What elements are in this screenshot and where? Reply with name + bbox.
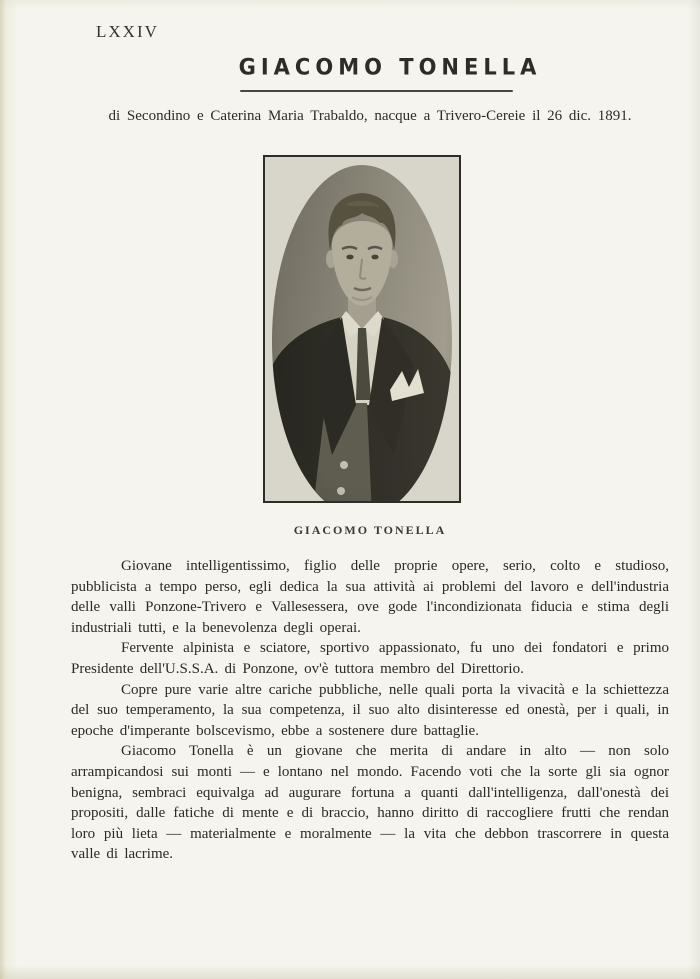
- photo-caption: GIACOMO TONELLA: [293, 523, 447, 537]
- paragraph-2: Fervente alpinista e sciatore, sportivo appassionato, fu uno dei fondatori e primo Presidente dell'U.S.S.A. di Ponzone, ov'è tuttora membro del Direttorio.: [71, 640, 669, 677]
- page-number: LXXIV: [96, 22, 159, 41]
- biography-text: [71, 556, 669, 865]
- portrait-oval: [272, 165, 452, 503]
- paragraph-3: Copre pure varie altre cariche pubbliche, nelle quali porta la vivacità e la schiettezza del suo temperamento, la sua competenza, il suo alto disinteresse ed onestà, per i quali, in epoche d'imperante bolscevismo, ebbe a sostenere dure battaglie.: [71, 681, 669, 739]
- portrait-photo: [263, 155, 461, 503]
- birth-line: di Secondino e Caterina Maria Trabaldo, nacque a Trivero-Cereie il 26 dic. 1891.: [108, 108, 632, 124]
- paragraph-1: Giovane intelligentissimo, figlio delle proprie opere, serio, colto e studioso, pubblicista a tempo perso, egli dedica la sua attività ai problemi del lavoro e dell'industria delle valli Ponzone-Trivero e Vallesessera, ove gode l'incondizionata fiducia e stima degli industriali tutti, e la benevolenza degli operai.: [71, 558, 669, 636]
- page-title: GIACOMO TONELLA: [238, 54, 542, 80]
- title-underline: [240, 90, 513, 92]
- paragraph-4: Giacomo Tonella è un giovane che merita di andare in alto — non solo arrampicandosi sui monti — e lontano nel mondo. Facendo voti che la sorte gli sia ognor benigna, sembraci equivalga ad augurare fortuna a quanti dall'intelligenza, dall'onestà dei propositi, dalle fatiche di mente e di braccio, hanno diritto di raccogliere frutti che rendan loro più lieta — materialmente e moralmente — la vita che debbon trascorrere in questa valle di lacrime.: [71, 743, 669, 863]
